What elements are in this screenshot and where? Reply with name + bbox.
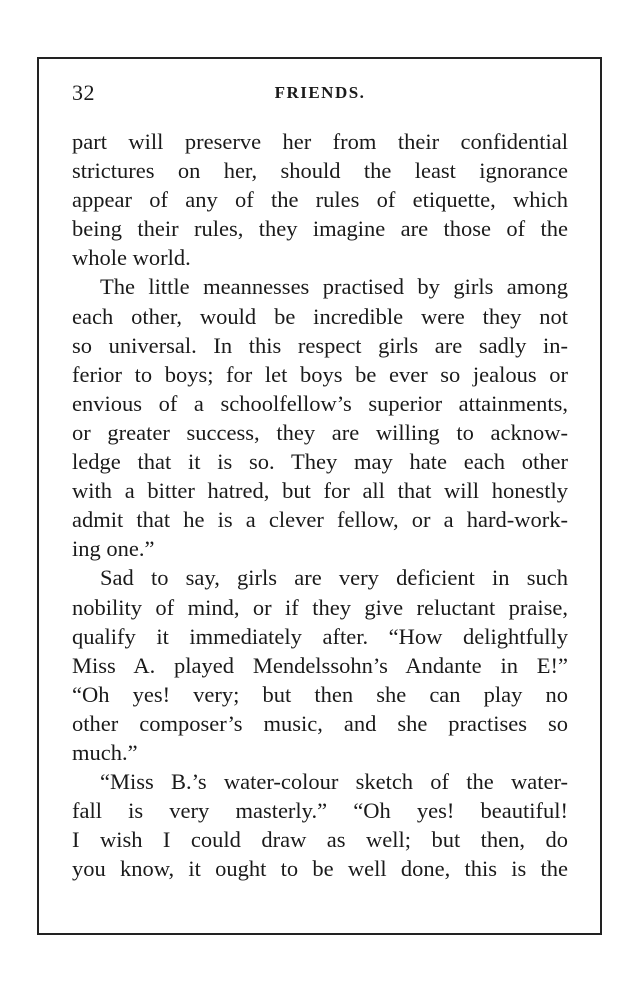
text-line: strictures on her, should the least ignorance [72, 158, 568, 184]
paragraph-start-line: Sad to say, girls are very deficient in such [100, 565, 568, 591]
text-line: nobility of mind, or if they give reluctant praise, [72, 594, 568, 620]
text-line: ing one.” [72, 536, 155, 562]
paragraph-start-line: The little meannesses practised by girls among [100, 274, 568, 300]
text-line: part will preserve her from their confidential [72, 129, 568, 154]
text-line: Miss A. played Mendelssohn’s Andante in E!” [72, 652, 568, 678]
text-line: much.” [72, 739, 138, 765]
text-line: envious of a schoolfellow’s superior attainments, [72, 390, 568, 416]
text-line: fall is very masterly.” “Oh yes! beautiful! [72, 798, 568, 824]
text-line: with a bitter hatred, but for all that will honestly [72, 478, 568, 504]
text-line: “Oh yes! very; but then she can play no [72, 681, 568, 707]
text-line: qualify it immediately after. “How delightfully [72, 623, 568, 649]
text-line: I wish I could draw as well; but then, do [72, 827, 568, 853]
text-line: appear of any of the rules of etiquette, which [72, 187, 568, 213]
text-line: ferior to boys; for let boys be ever so jealous or [72, 361, 568, 387]
text-line: each other, would be incredible were they not [72, 303, 568, 329]
text-line: or greater success, they are willing to acknow- [72, 419, 568, 445]
page-header [72, 80, 568, 110]
page-number: 32 [72, 80, 95, 105]
text-line: whole world. [72, 245, 191, 271]
paragraph-start-line: “Miss B.’s water-colour sketch of the water- [100, 769, 568, 795]
text-line: so universal. In this respect girls are sadly in- [72, 332, 568, 358]
body-text [72, 127, 568, 883]
running-title: FRIENDS. [274, 83, 366, 102]
text-line: you know, it ought to be well done, this is the [72, 856, 568, 882]
text-line: other composer’s music, and she practises so [72, 710, 568, 736]
text-line: ledge that it is so. They may hate each other [72, 449, 568, 475]
text-line: being their rules, they imagine are those of the [72, 216, 568, 242]
text-line: admit that he is a clever fellow, or a hard-work- [72, 507, 568, 533]
